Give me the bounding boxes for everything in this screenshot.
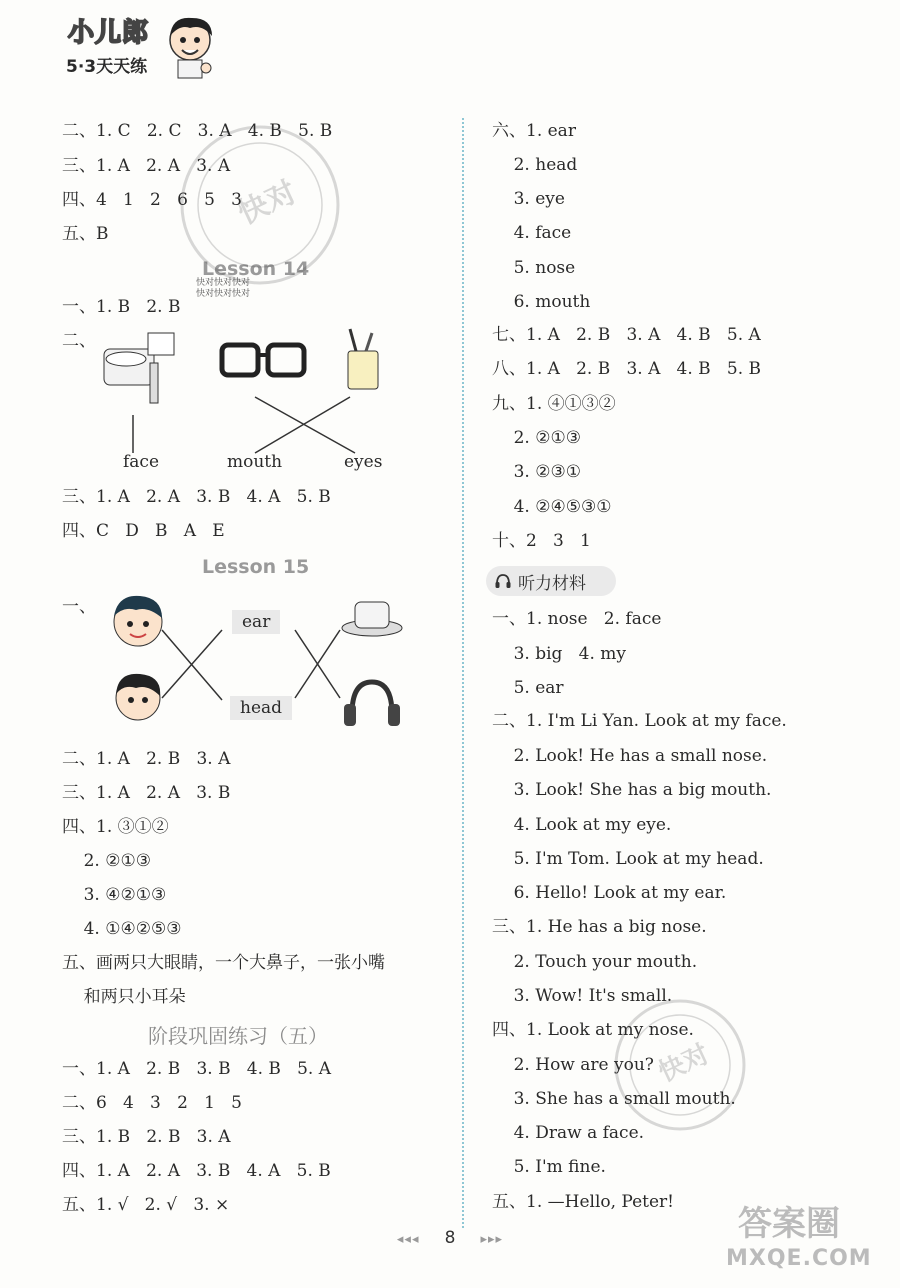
answer-line: 3. ④②①③ [62, 885, 167, 905]
answer-line: 5. I'm Tom. Look at my head. [492, 849, 764, 869]
answer-line: 八、1. A 2. B 3. A 4. B 5. B [492, 359, 761, 379]
answer-line: 3. ②③① [492, 462, 581, 482]
answer-line: 3. big 4. my [492, 644, 626, 664]
listening-material-label: 听力材料 [518, 574, 586, 594]
answer-line: 4. Look at my eye. [492, 815, 672, 835]
prev-arrows: ◂◂◂ [396, 1232, 420, 1247]
watermark-title: 答案圈 [738, 1204, 840, 1244]
boy-touching-ear-icon [114, 596, 162, 646]
answer-line: 6. mouth [492, 292, 591, 312]
answer-line: 4. Draw a face. [492, 1123, 645, 1143]
answer-line: 一、 [62, 597, 96, 617]
answer-line: 六、1. ear [492, 121, 576, 141]
brand-logo [62, 8, 232, 78]
answer-line: 3. She has a small mouth. [492, 1089, 736, 1109]
tiny-note-line: 快对快对快对 [196, 289, 251, 299]
answer-line: 4. ②④⑤③① [492, 497, 612, 517]
answer-line: 三、1. A 2. A 3. B [62, 783, 231, 803]
brand-name: 小儿郎 [68, 18, 150, 48]
headphones-icon [344, 682, 400, 726]
kuaidui-stamp [170, 120, 350, 294]
answer-line: 3. Wow! It's small. [492, 986, 673, 1006]
answer-line: 2. ②①③ [492, 428, 581, 448]
lesson-15-heading: Lesson 15 [202, 556, 310, 578]
phase-review-heading: 阶段巩固练习（五） [148, 1024, 328, 1048]
page-number: 8 [444, 1228, 456, 1248]
boy-mascot-icon [162, 10, 222, 80]
lesson-14-heading: Lesson 14 [202, 258, 310, 280]
next-arrows: ▸▸▸ [480, 1232, 504, 1247]
answer-line: 2. Look! He has a small nose. [492, 746, 768, 766]
answer-line: 一、1. B 2. B [62, 297, 181, 317]
answer-line: 2. ②①③ [62, 851, 151, 871]
answer-line: 一、1. nose 2. face [492, 609, 662, 629]
hat-icon [342, 602, 402, 636]
answer-line: 三、1. B 2. B 3. A [62, 1127, 231, 1147]
answer-line: 二、1. A 2. B 3. A [62, 749, 231, 769]
girl-touching-head-icon [116, 674, 160, 720]
toothbrush-cup-icon [348, 329, 378, 389]
answer-line: 5. ear [492, 678, 564, 698]
answer-line: 和两只小耳朵 [62, 987, 186, 1007]
answer-line: 四、1. ③①② [62, 817, 169, 837]
label-face: face [123, 452, 160, 472]
word-ear: ear [232, 610, 280, 634]
answer-line: 四、1. Look at my nose. [492, 1020, 694, 1040]
answer-line: 九、1. ④①③② [492, 394, 616, 414]
listening-material-tag [486, 566, 616, 596]
stamp-text: 快对 [654, 1039, 714, 1089]
answer-line: 五、1. √ 2. √ 3. × [62, 1195, 230, 1215]
answer-line: 一、1. A 2. B 3. B 4. B 5. A [62, 1059, 331, 1079]
washbasin-icon [104, 333, 174, 403]
answer-line: 二、6 4 3 2 1 5 [62, 1093, 242, 1113]
watermark-url: MXQE.COM [726, 1246, 872, 1271]
answer-line: 五、B [62, 224, 109, 244]
answer-line: 三、1. A 2. A 3. B 4. A 5. B [62, 487, 331, 507]
answer-line: 2. head [492, 155, 578, 175]
glasses-icon [222, 345, 304, 375]
label-mouth: mouth [227, 452, 283, 472]
answer-line: 三、1. He has a big nose. [492, 917, 707, 937]
answer-line: 四、4 1 2 6 5 3 [62, 190, 242, 210]
answer-line: 2. Touch your mouth. [492, 952, 698, 972]
answer-line: 七、1. A 2. B 3. A 4. B 5. A [492, 325, 761, 345]
answer-line: 5. I'm fine. [492, 1157, 606, 1177]
label-eyes: eyes [344, 452, 383, 472]
answer-line: 4. ①④②⑤③ [62, 919, 182, 939]
headphones-icon [494, 572, 512, 590]
answer-line: 二、1. I'm Li Yan. Look at my face. [492, 711, 787, 731]
answer-line: 6. Hello! Look at my ear. [492, 883, 727, 903]
answer-line: 3. eye [492, 189, 565, 209]
brand-series: 5·3天天练 [66, 57, 148, 77]
answer-line: 三、1. A 2. A 3. A [62, 156, 231, 176]
word-head: head [230, 696, 292, 720]
answer-line: 五、1. —Hello, Peter! [492, 1192, 675, 1212]
kuaidui-stamp [605, 995, 755, 1139]
answer-line: 2. How are you? [492, 1055, 654, 1075]
answer-line: 四、1. A 2. A 3. B 4. A 5. B [62, 1161, 331, 1181]
answer-line: 4. face [492, 223, 572, 243]
answer-line: 五、画两只大眼睛，一个大鼻子，一张小嘴 [62, 953, 385, 973]
answer-line: 二、1. C 2. C 3. A 4. B 5. B [62, 121, 333, 141]
answer-line: 四、C D B A E [62, 521, 225, 541]
column-divider [462, 118, 464, 1228]
answer-line: 5. nose [492, 258, 576, 278]
stamp-text: 快对 [232, 174, 303, 232]
answer-line: 十、2 3 1 [492, 531, 591, 551]
tiny-note-line: 快对快对快对 [196, 278, 251, 288]
answer-line: 二、 [62, 331, 96, 351]
answer-line: 3. Look! She has a big mouth. [492, 780, 772, 800]
